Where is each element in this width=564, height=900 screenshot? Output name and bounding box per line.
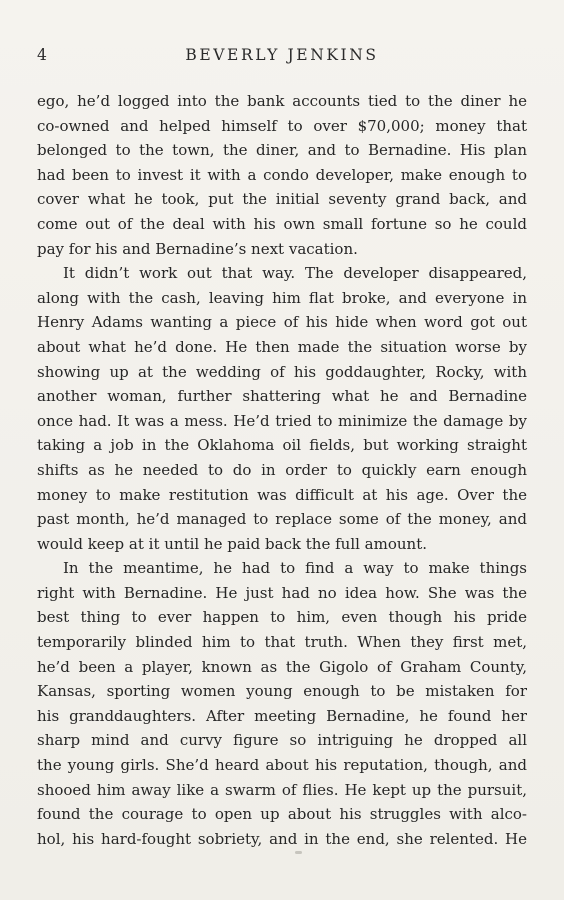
text-line: the young girls. She’d heard about his reputation, though, and <box>37 756 527 775</box>
text-line: right with Bernadine. He just had no idea how. She was the <box>37 583 527 602</box>
text-line: pay for his and Bernadine’s next vacation. <box>37 239 358 258</box>
paragraph-2 <box>37 261 527 556</box>
text-line: Henry Adams wanting a piece of his hide when word got out <box>37 313 527 332</box>
text-line: shifts as he needed to do in order to quickly earn enough <box>37 460 527 479</box>
text-line: temporarily blinded him to that truth. When they first met, <box>37 633 527 652</box>
text-line: his granddaughters. After meeting Bernadine, he found her <box>37 706 527 725</box>
text-line: another woman, further shattering what he and Bernadine <box>37 387 527 406</box>
text-line: hol, his hard-fought sobriety, and in the end, she relented. He <box>37 829 527 848</box>
running-head <box>37 46 527 70</box>
text-line: would keep at it until he paid back the full amount. <box>37 534 427 553</box>
text-line: about what he’d done. He then made the situation worse by <box>37 337 527 356</box>
text-line: best thing to ever happen to him, even though his pride <box>37 608 527 627</box>
text-line: showing up at the wedding of his goddaughter, Rocky, with <box>37 362 527 381</box>
text-line: he’d been a player, known as the Gigolo of Graham County, <box>37 657 527 676</box>
running-head-author: BEVERLY JENKINS <box>185 46 379 64</box>
text-line: past month, he’d managed to replace some of the money, and <box>37 510 527 529</box>
text-line: shooed him away like a swarm of flies. He kept up the pursuit, <box>37 780 527 799</box>
paragraph-1 <box>37 89 527 261</box>
text-line: once had. It was a mess. He’d tried to minimize the damage by <box>37 411 527 430</box>
text-line: taking a job in the Oklahoma oil fields, but working straight <box>37 436 527 455</box>
text-line: Kansas, sporting women young enough to be mistaken for <box>37 682 527 701</box>
text-line: ego, he’d logged into the bank accounts tied to the diner he <box>37 92 527 110</box>
text-line: come out of the deal with his own small fortune so he could <box>37 214 527 233</box>
text-line: money to make restitution was difficult at his age. Over the <box>37 485 527 504</box>
text-line: along with the cash, leaving him flat broke, and everyone in <box>37 288 527 307</box>
page-number: 4 <box>37 46 50 64</box>
text-line: sharp mind and curvy figure so intriguing he dropped all <box>37 731 527 750</box>
text-line: cover what he took, put the initial seventy grand back, and <box>37 190 527 209</box>
body-text <box>37 89 527 851</box>
paragraph-3 <box>37 556 527 851</box>
text-line: It didn’t work out that way. The developer disappeared, <box>63 264 527 283</box>
paper-speck <box>295 851 302 854</box>
text-line: In the meantime, he had to find a way to make things <box>63 559 527 578</box>
text-line: had been to invest it with a condo developer, make enough to <box>37 165 527 184</box>
text-line: co-owned and helped himself to over $70,000; money that <box>37 116 527 135</box>
text-line: found the courage to open up about his struggles with alco- <box>37 805 527 824</box>
text-line: belonged to the town, the diner, and to Bernadine. His plan <box>37 141 527 160</box>
